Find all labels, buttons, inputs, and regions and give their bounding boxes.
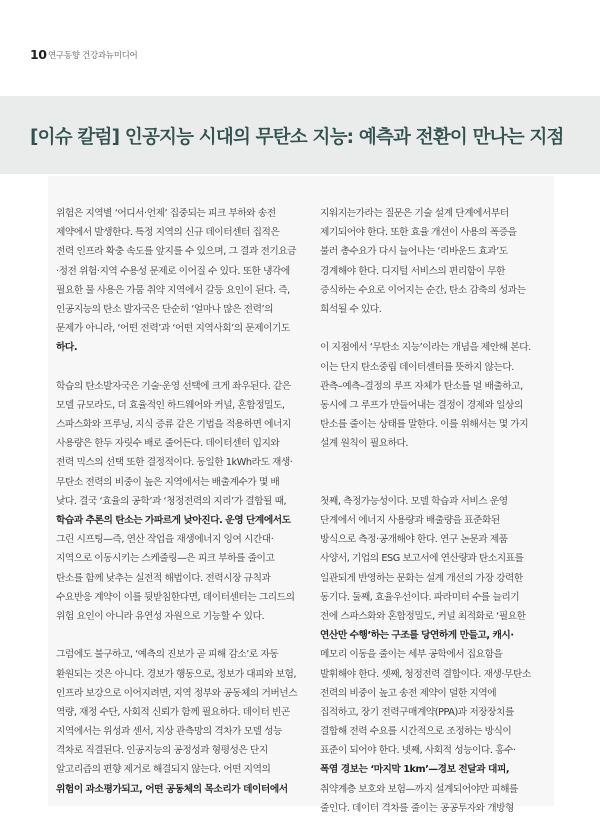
text-line: 수요반응 계약이 이를 뒷받침한다면, 데이터센터는 그리드의 [56, 591, 295, 603]
text-line: 위험 요인이 아니라 유연성 자원으로 기능할 수 있다. [56, 610, 265, 622]
paragraph-gap [56, 358, 286, 377]
text-line: 환원되는 것은 아니다. 경보가 행동으로, 정보가 대피와 보험, [56, 668, 297, 680]
text-line: 지역에서는 위성과 센서, 지상 관측망의 격차가 모델 성능 [56, 726, 282, 738]
text-line: 첫째, 측정가능성이다. 모델 학습과 서비스 운영 [320, 495, 508, 507]
text-line: 탄소를 함께 낮추는 실전적 해법이다. 전력시장 규칙과 [56, 572, 271, 584]
paragraph-gap [320, 453, 550, 472]
text-line: 제기되어야 한다. 또한 효율 개선이 사용의 폭증을 [320, 227, 517, 239]
text-line: 제약에서 발생한다. 특정 지역의 신규 데이터센터 집적은 [56, 227, 280, 239]
article-title: [이슈 칼럼] 인공지능 시대의 무탄소 지능: 예측과 전환이 만나는 지점 [30, 127, 564, 148]
text-line: 희석될 수 있다. [320, 303, 382, 315]
text-line: 전력 인프라 확충 속도를 앞지를 수 있으며, 그 결과 전기요금 [56, 246, 297, 258]
text-line: 경계해야 한다. 디지털 서비스의 편리함이 무한 [320, 265, 506, 277]
text-line: 인프라 보강으로 이어지려면, 지역 정부와 공동체의 거버넌스 [56, 687, 298, 699]
paragraph-gap [56, 626, 286, 645]
text-line: 불러 총수요가 다시 늘어나는 ‘리바운드 효과’도 [320, 246, 508, 258]
text-line: 학습의 탄소발자국은 기술·운영 선택에 크게 좌우된다. 같은 [56, 380, 291, 392]
text-line: 인공지능의 탄소 발자국은 단순히 ‘얼마나 많은 전력’의 [56, 303, 274, 315]
text-line: 설계 원칙이 필요하다. [320, 438, 409, 450]
text-line: 위험이 과소평가되고, 어떤 공동체의 목소리가 데이터에서 [56, 783, 288, 795]
article-body [48, 176, 560, 814]
text-line: 표준이 되어야 한다. 넷째, 사회적 성능이다. 홍수· [320, 745, 516, 757]
text-line: 낮다. 결국 ‘효율의 공학’과 ‘청정전력의 지리’가 결합될 때, [56, 495, 287, 507]
text-line: 방식으로 측정·공개해야 한다. 연구 논문과 제품 [320, 534, 508, 546]
text-line: 필요한 물 사용은 가뭄 취약 지역에서 갈등 요인이 된다. 즉, [56, 284, 290, 296]
text-line: 전에 스파스화와 혼합정밀도, 커널 최적화로 ‘필요한 [320, 610, 526, 622]
text-line: 학습과 추론의 탄소는 가파르게 낮아진다. 운영 단계에서도 [56, 515, 291, 526]
text-line: 사양서, 기업의 ESG 보고서에 연산량과 탄소지표를 [320, 553, 524, 565]
text-line: 결합해 전력 수요를 시간적으로 조정하는 방식이 [320, 726, 512, 738]
text-line: 지역으로 이동시키는 스케줄링—은 피크 부하를 줄이고 [56, 553, 275, 565]
text-line: 격차로 직결된다. 인공지능의 공정성과 형평성은 단지 [56, 745, 268, 757]
text-line: 집적하고, 장기 전력구매계약(PPA)과 저장장치를 [320, 706, 514, 718]
left-column [56, 204, 298, 799]
text-line: 지워지는가라는 질문은 기술 설계 단계에서부터 [320, 208, 509, 219]
text-line: 문제가 아니라, ‘어떤 전력’과 ‘어떤 지역사회’의 문제이기도 [56, 323, 290, 335]
right-column [320, 204, 550, 818]
text-line: 관측–예측–결정의 루프 자체가 탄소를 덜 배출하고, [320, 380, 523, 392]
text-line: 위험은 지역별 ‘어디서·언제’ 집중되는 피크 부하와 송전 [56, 208, 276, 219]
title-band [0, 96, 600, 174]
text-line: 역량, 재정 수단, 사회적 신뢰가 함께 필요하다. 데이터 빈곤 [56, 706, 290, 718]
text-line: 그린 시프팅—즉, 연산 작업을 재생에너지 잉여 시간대· [56, 534, 274, 546]
paragraph-gap [320, 319, 550, 338]
text-line: 단계에서 에너지 사용량과 배출량을 표준화된 [320, 515, 500, 526]
text-line: 전력의 비중이 높고 송전 제약이 덜한 지역에 [320, 687, 497, 699]
text-line: 알고리즘의 편향 제거로 해결되지 않는다. 어떤 지역의 [56, 764, 271, 776]
text-line: 이 지점에서 ‘무탄소 지능’이라는 개념을 제안해 본다. [320, 342, 531, 354]
text-line: 동기다. 둘째, 효율우선이다. 파라미터 수를 늘리기 [320, 591, 520, 603]
text-line: 전력 믹스의 선택 또한 결정적이다. 동일한 1kWh라도 재생· [56, 457, 293, 469]
text-line: 취약계층 보호와 보험—까지 설계되어야만 피해를 [320, 783, 518, 795]
text-line: 하다. [56, 342, 78, 354]
text-line: 사용량은 한두 자릿수 배로 줄어든다. 데이터센터 입지와 [56, 438, 280, 450]
text-line: 메모리 이동을 줄이는 세부 공학에서 집요함을 [320, 649, 503, 661]
text-line: 무탄소 전력의 비중이 높은 지역에서는 배출계수가 몇 배 [56, 476, 280, 488]
text-line: 발휘해야 한다. 셋째, 청정전력 결합이다. 재생·무탄소 [320, 668, 531, 680]
text-line: 이는 단지 탄소중립 데이터센터를 뜻하지 않는다. [320, 361, 514, 373]
text-line: 연산만 수행’하는 구조를 당연하게 만들고, 캐시· [320, 630, 514, 642]
text-line: 모델 규모라도, 더 효율적인 하드웨어와 커널, 혼합정밀도, [56, 399, 285, 411]
paragraph-gap [320, 473, 550, 492]
text-line: 줄인다. 데이터 격차를 줄이는 공공투자와 개방형 [320, 802, 514, 814]
text-line: 동시에 그 루프가 만들어내는 결정이 경제와 일상의 [320, 399, 523, 411]
text-line: 일관되게 반영하는 문화는 설계 개선의 가장 강력한 [320, 572, 523, 584]
text-line: 폭염 경보는 ‘마지막 1km’—경보 전달과 대피, [320, 764, 510, 776]
section-name: 연구동향 건강과뉴미디어 [48, 51, 138, 61]
page-number: 10 [30, 47, 47, 62]
margin-strip [554, 176, 600, 806]
text-line: 그럼에도 불구하고, ‘예측의 진보가 곧 피해 감소’로 자동 [56, 649, 279, 661]
text-line: 증식하는 수요로 이어지는 순간, 탄소 감축의 성과는 [320, 284, 526, 296]
text-line: 스파스화와 프루닝, 지식 증류 같은 기법을 적용하면 에너지 [56, 419, 291, 431]
text-line: ·정전 위험·지역 수용성 문제로 이어질 수 있다. 또한 냉각에 [56, 265, 290, 277]
text-line: 탄소를 줄이는 상태를 말한다. 이를 위해서는 몇 가지 [320, 419, 529, 431]
